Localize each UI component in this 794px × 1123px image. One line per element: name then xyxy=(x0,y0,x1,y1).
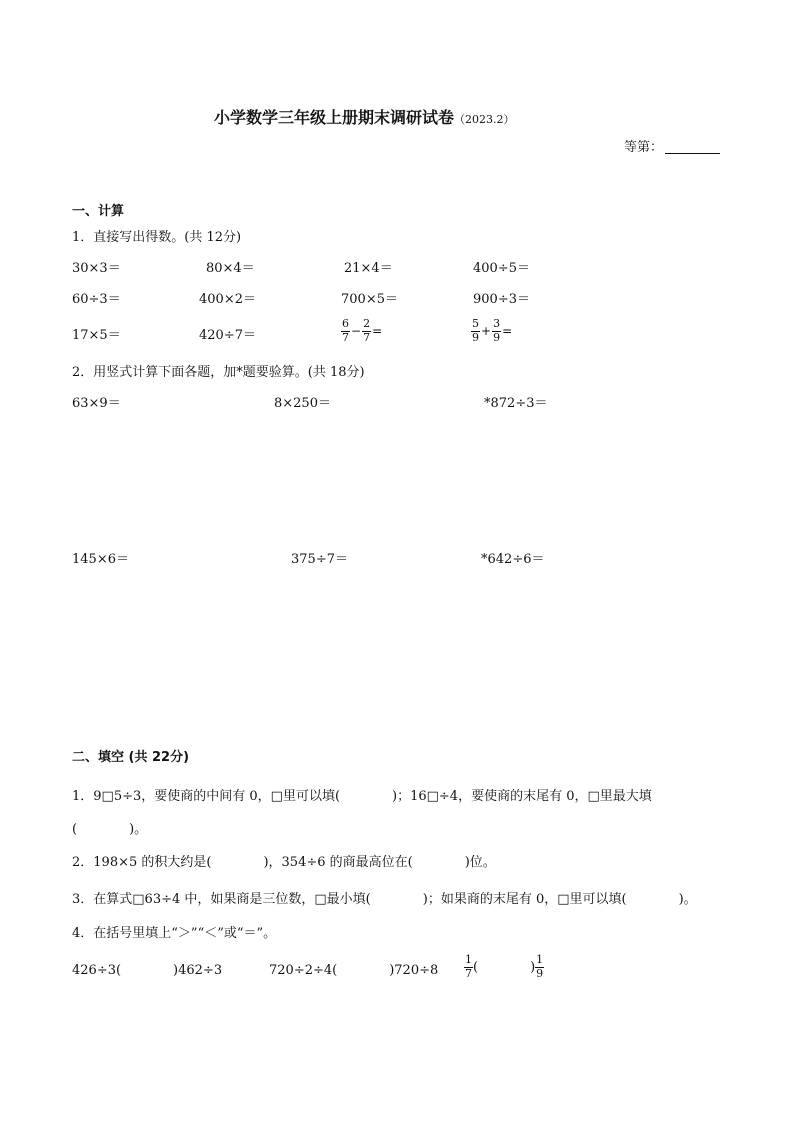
grade-blank[interactable] xyxy=(665,141,720,154)
fraction: $\frac{1}{7}$ xyxy=(465,953,472,980)
vertical-calc-item: 63×9＝ xyxy=(72,396,121,411)
calc-item: 700×5＝ xyxy=(341,292,398,307)
calc-item: 900÷3＝ xyxy=(473,292,530,307)
fraction-expression-2: $\frac{5}{9}$ + $\frac{3}{9}$ = xyxy=(472,317,513,344)
calc-item: 420÷7＝ xyxy=(199,328,256,343)
vertical-calc-item: 145×6＝ xyxy=(72,552,129,567)
calc-item: 60÷3＝ xyxy=(72,292,121,307)
fraction-expression-1: $\frac{6}{7}$ − $\frac{2}{7}$ = xyxy=(342,317,383,344)
vertical-calc-item: 375÷7＝ xyxy=(291,552,348,567)
title-text: 小学数学三年级上册期末调研试卷 xyxy=(214,108,455,127)
fill-q3: 3．在算式□63÷4 中，如果商是三位数，□最小填( )；如果商的末尾有 0，□里可以填( )。 xyxy=(72,892,697,907)
fill-q1-line2: ( )。 xyxy=(72,822,148,837)
section1-heading: 一、计算 xyxy=(72,204,125,219)
q1-label: 1．直接写出得数。(共 12分) xyxy=(72,230,242,245)
fraction: $\frac{5}{9}$ xyxy=(472,317,479,344)
calc-item: 400×2＝ xyxy=(199,292,256,307)
fraction: $\frac{2}{7}$ xyxy=(363,317,371,344)
fill-q4-label: 4．在括号里填上“＞”“＜”或“＝”。 xyxy=(72,926,277,941)
fraction: $\frac{6}{7}$ xyxy=(342,317,349,344)
section2-heading: 二、填空 (共 22分) xyxy=(72,750,190,765)
fill-q1-line1: 1．9□5÷3，要使商的中间有 0，□里可以填( )；16□÷4，要使商的末尾有 0，□里最大填 xyxy=(72,789,652,804)
title-date: （2023.2） xyxy=(454,113,515,126)
fraction: $\frac{1}{9}$ xyxy=(536,953,544,980)
grade-field[interactable] xyxy=(624,141,720,154)
calc-item: 21×4＝ xyxy=(344,261,393,276)
compare-item-1: 426÷3( )462÷3 xyxy=(72,963,223,978)
calc-item: 30×3＝ xyxy=(72,261,121,276)
calc-item: 400÷5＝ xyxy=(473,261,530,276)
answer-blank[interactable]: ( ) xyxy=(473,959,536,975)
page-title xyxy=(214,110,515,126)
vertical-calc-item: *642÷6＝ xyxy=(481,552,545,567)
fill-q2: 2．198×5 的积大约是( )，354÷6 的商最高位在( )位。 xyxy=(72,855,496,870)
calc-item: 80×4＝ xyxy=(206,261,255,276)
compare-item-2: 720÷2÷4( )720÷8 xyxy=(269,963,439,978)
q2-label: 2．用竖式计算下面各题，加*题要验算。(共 18分) xyxy=(72,365,365,380)
grade-label: 等第： xyxy=(624,140,664,155)
vertical-calc-item: 8×250＝ xyxy=(274,396,331,411)
calc-item: 17×5＝ xyxy=(72,328,121,343)
vertical-calc-item: *872÷3＝ xyxy=(484,396,548,411)
compare-item-3 xyxy=(464,954,544,980)
fraction: $\frac{3}{9}$ xyxy=(493,317,501,344)
